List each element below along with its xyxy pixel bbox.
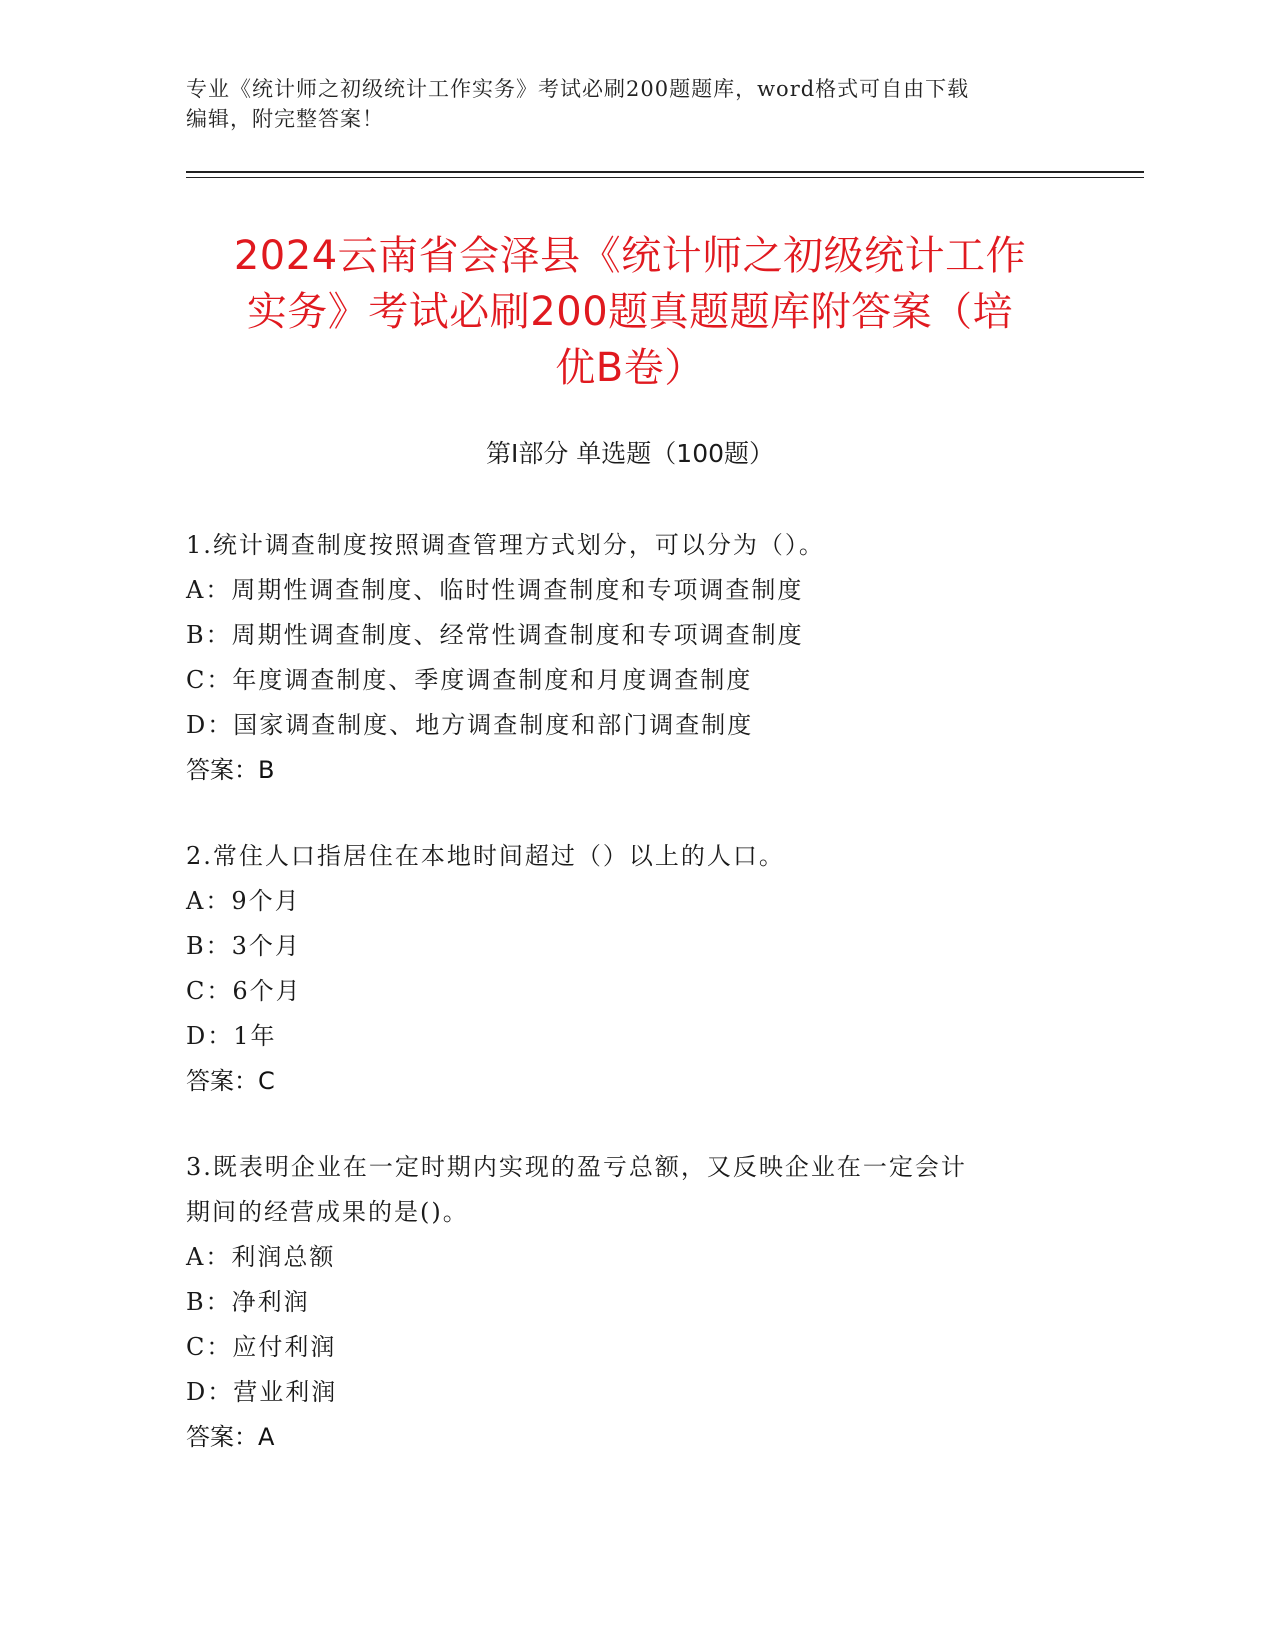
question-list — [186, 523, 1086, 1501]
section-title: 第I部分 单选题（100题） — [485, 439, 775, 468]
header-divider-bottom — [186, 177, 1144, 178]
option-b: B：净利润 — [186, 1288, 310, 1316]
question-1 — [186, 523, 1086, 793]
header-note — [186, 74, 1086, 134]
option-b: B：3个月 — [186, 932, 301, 960]
option-b: B：周期性调查制度、经常性调查制度和专项调查制度 — [186, 621, 804, 649]
option-d: D：1年 — [186, 1022, 277, 1050]
question-2 — [186, 834, 1086, 1104]
option-d: D：营业利润 — [186, 1378, 338, 1406]
option-d: D：国家调查制度、地方调查制度和部门调查制度 — [186, 711, 754, 739]
option-a: A：周期性调查制度、临时性调查制度和专项调查制度 — [186, 576, 804, 604]
header-divider-top — [186, 171, 1144, 173]
title-line-1: 2024云南省会泽县《统计师之初级统计工作 — [233, 233, 1027, 279]
answer: 答案：A — [186, 1423, 275, 1451]
answer: 答案：C — [186, 1067, 275, 1095]
option-c: C：年度调查制度、季度调查制度和月度调查制度 — [186, 666, 753, 694]
option-a: A：利润总额 — [186, 1243, 336, 1271]
question-3 — [186, 1145, 1086, 1460]
option-c: C：应付利润 — [186, 1333, 337, 1361]
option-a: A：9个月 — [186, 887, 301, 915]
header-note-line-2: 编辑，附完整答案！ — [186, 107, 384, 131]
question-stem: 2.常住人口指居住在本地时间超过（）以上的人口。 — [186, 842, 785, 870]
header-note-line-1: 专业《统计师之初级统计工作实务》考试必刷200题题库，word格式可自由下载 — [186, 77, 970, 101]
option-c: C：6个月 — [186, 977, 302, 1005]
document-title — [180, 228, 1080, 396]
question-stem-line-1: 3.既表明企业在一定时期内实现的盈亏总额，又反映企业在一定会计 — [186, 1153, 967, 1181]
question-stem: 1.统计调查制度按照调查管理方式划分，可以分为（）。 — [186, 531, 825, 559]
answer: 答案：B — [186, 756, 275, 784]
question-stem-line-2: 期间的经营成果的是()。 — [186, 1198, 469, 1226]
title-line-2: 实务》考试必刷200题真题题库附答案（培 — [246, 289, 1014, 335]
title-line-3: 优B卷） — [555, 345, 705, 391]
